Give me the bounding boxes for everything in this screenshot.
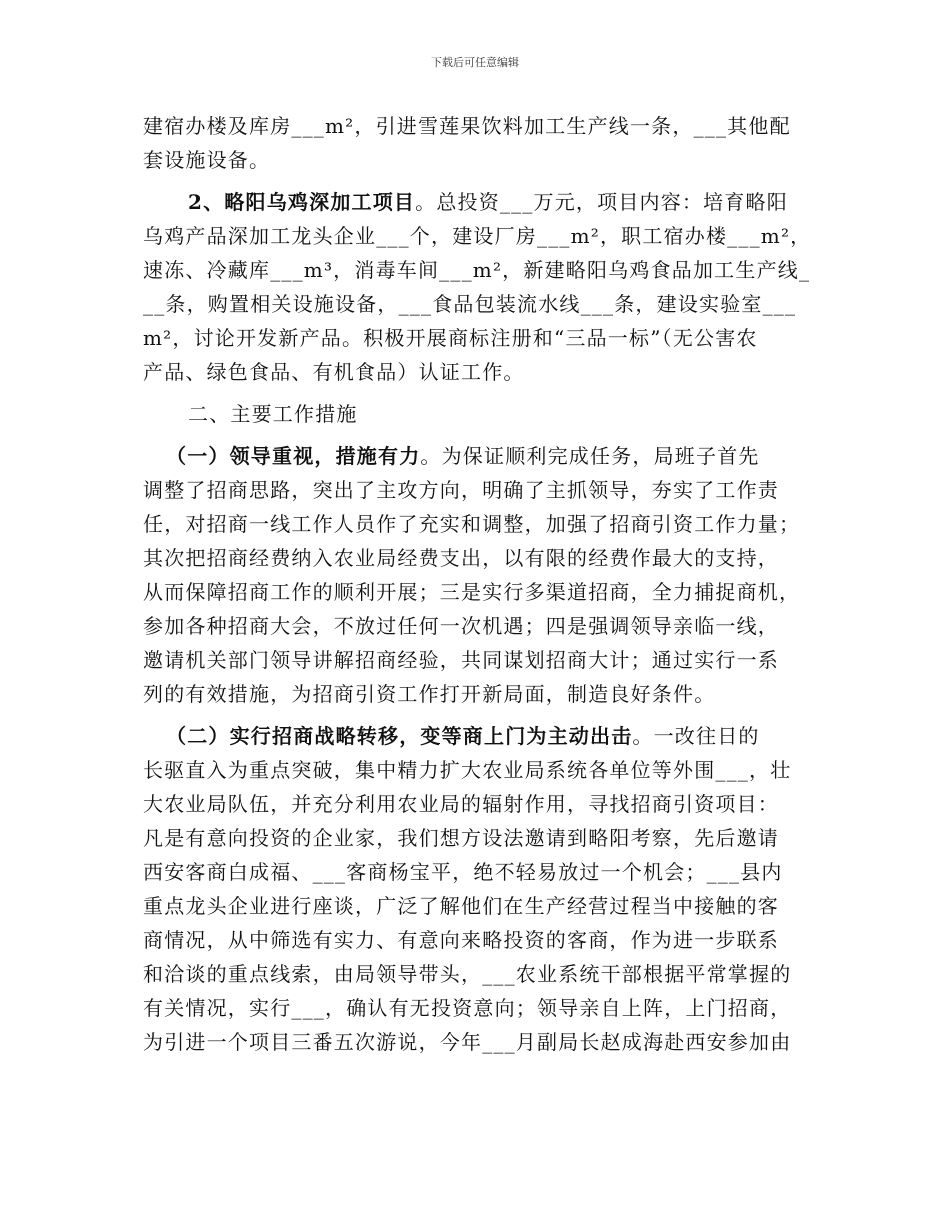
text-line [143,114,791,138]
text-line [166,724,760,748]
text-run: 凡是有意向投资的企业家，我们想方设法邀请到略阳考察，先后邀请 [143,826,779,850]
text-run: 其次把招商经费纳入农业局经费支出，以有限的经费作最大的支持， [143,546,779,570]
text-line [143,292,796,316]
text-run: 为引进一个项目三番五次游说，今年___月副局长赵成海赴西安参加由 [143,1030,792,1054]
text-run: 和洽谈的重点线索，由局领导带头，___农业系统干部根据平常掌握的 [143,962,792,986]
text-line [143,758,791,782]
text-line [143,478,779,502]
page-header: 下载后可任意编辑 [431,56,519,69]
text-line [143,546,779,570]
text-line [143,962,791,986]
text-line [188,402,358,426]
text-run: 二、主要工作措施 [188,402,358,426]
text-line [143,826,779,850]
text-run: 长驱直入为重点突破，集中精力扩大农业局系统各单位等外围___，壮 [143,758,792,782]
text-line [143,894,779,918]
text-run: 。总投资___万元，项目内容：培育略阳 [415,190,788,214]
text-run: 套设施设备。 [143,148,271,172]
text-run: 参加各种招商大会，不放过任何一次机遇；四是强调领导亲临一线， [143,614,779,638]
text-line [143,326,758,350]
text-run: __条，购置相关设施设备，___食品包装流水线___条，建设实验室___ [143,292,797,316]
text-run: 列的有效措施，为招商引资工作打开新局面，制造良好条件。 [143,682,716,706]
text-run: 从而保障招商工作的顺利开展；三是实行多渠道招商，全力捕捉商机， [143,580,801,604]
text-line [166,444,760,468]
text-run: 速冻、冷藏库___m³，消毒车间___m²，新建略阳乌鸡食品加工生产线_ [143,258,811,282]
bold-text: （一）领导重视，措施有力 [166,444,421,468]
text-line [143,512,800,536]
text-run: 。为保证顺利完成任务，局班子首先 [420,444,760,468]
text-line [143,860,783,884]
text-line [143,258,810,282]
text-line [143,792,779,816]
text-line [143,1030,791,1054]
text-line [143,682,715,706]
text-line [143,614,779,638]
text-run: 任，对招商一线工作人员作了充实和调整，加强了招商引资工作力量； [143,512,801,536]
text-run: 重点龙头企业进行座谈，广泛了解他们在生产经营过程当中接触的客 [143,894,779,918]
text-line [143,148,270,172]
text-line [143,360,525,384]
text-run: 乌鸡产品深加工龙头企业___个，建设厂房___m²，职工宿办楼___m²， [143,224,812,248]
text-run: 大农业局队伍，并充分利用农业局的辐射作用，寻找招商引资项目： [143,792,779,816]
text-run: 调整了招商思路，突出了主攻方向，明确了主抓领导，夯实了工作责 [143,478,779,502]
text-run: 西安客商白成福、___客商杨宝平，绝不轻易放过一个机会；___县内 [143,860,783,884]
text-line [143,648,779,672]
text-line [143,580,800,604]
text-run: m²，讨论开发新产品。积极开展商标注册和“三品一标”（无公害农 [143,326,758,350]
bold-text: （二）实行招商战略转移，变等商上门为主动出击 [166,724,633,748]
text-run: 。一改往日的 [632,724,760,748]
text-run: 建宿办楼及库房___m²，引进雪莲果饮料加工生产线一条，___其他配 [143,114,791,138]
text-line [143,928,779,952]
text-run: 产品、绿色食品、有机食品）认证工作。 [143,360,525,384]
text-line [143,996,791,1020]
bold-text: 2、略阳乌鸡深加工项目 [188,190,416,214]
text-line [188,190,788,214]
text-run: 有关情况，实行___，确认有无投资意向；领导亲自上阵，上门招商， [143,996,792,1020]
text-run: 邀请机关部门领导讲解招商经验，共同谋划招商大计；通过实行一系 [143,648,779,672]
text-line [143,224,811,248]
text-run: 商情况，从中筛选有实力、有意向来略投资的客商，作为进一步联系 [143,928,779,952]
